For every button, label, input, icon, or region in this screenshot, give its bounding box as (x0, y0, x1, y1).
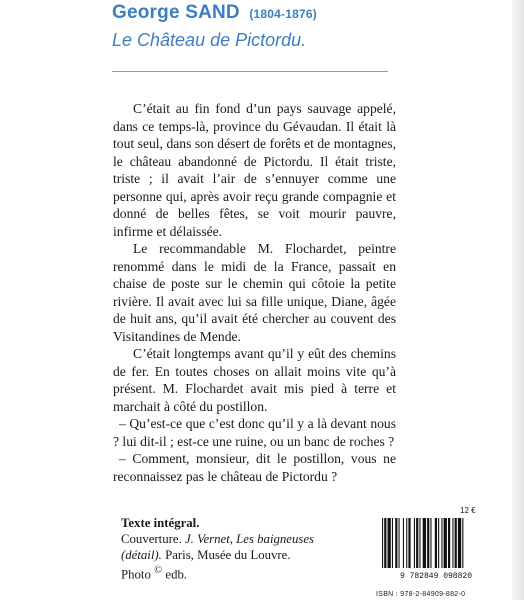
barcode-bar (416, 518, 418, 568)
barcode (372, 516, 500, 594)
barcode-bar (423, 518, 426, 568)
barcode-bar (435, 518, 437, 568)
barcode-bar (403, 518, 404, 568)
barcode-bar (455, 518, 457, 568)
photo-label: Photo (121, 567, 151, 582)
photo-credit: edb. (165, 567, 188, 582)
barcode-bar (444, 518, 447, 568)
title-rule (112, 71, 388, 72)
barcode-bar (419, 518, 420, 568)
paragraph: C’était au fin fond d’un pays sauvage appelé, dans ce temps-là, province du Gévaudan. Il était là tout seul, dans son désert de forêts et de montagnes, le château abandonné de Pictordu. Il était triste, triste ; il avait l’air de s’ennuyer comme une personne qui, après avoir reçu grande compagnie et donné de belles fêtes, se voit mourir pauvre, infirme et délaissée. (113, 101, 396, 239)
author-line (112, 2, 317, 24)
barcode-bar (382, 518, 383, 568)
full-text-label: Texte intégral. (121, 516, 200, 530)
barcode-bar (388, 518, 391, 568)
barcode-bar (408, 518, 410, 568)
barcode-digits: 9 782849 098820 (399, 572, 473, 580)
excerpt-text (113, 100, 396, 485)
photo-credit-line (121, 563, 314, 582)
barcode-bar (414, 518, 415, 568)
cover-place: Paris, Musée du Louvre. (165, 548, 291, 562)
author-dates: (1804-1876) (249, 7, 317, 21)
author-name: George SAND (112, 2, 240, 23)
cover-location-line (121, 547, 314, 563)
book-title: Le Château de Pictordu. (112, 30, 307, 50)
barcode-bar (458, 518, 461, 568)
barcode-bar (427, 518, 429, 568)
barcode-bar (462, 518, 463, 568)
barcode-bar (448, 518, 450, 568)
cover-prefix: Couverture. (121, 532, 182, 546)
cover-artist: J. Vernet, (184, 532, 233, 546)
cover-credit-line (121, 531, 314, 547)
cover-work: Les baigneuses (236, 532, 315, 546)
barcode-bar (399, 518, 400, 568)
copyright-symbol: © (154, 565, 163, 576)
header (112, 2, 317, 51)
barcode-bar (438, 518, 439, 568)
paragraph: Le recommandable M. Flochardet, peintre renommé dans le midi de la France, passait en chaise de poste sur le chemin qui côtoie la petite rivière. Il avait avec lui sa fille unique, Diane, âgée de huit ans, qu’il avait été chercher au couvent des Visitandines de Mende. (113, 241, 396, 344)
barcode-bar (452, 518, 453, 568)
paragraph: C’était longtemps avant qu’il y eût des chemins de fer. En toutes choses on allait moins vite qu’à présent. M. Flochardet avait mis pied à terre et marchait à côté du postillon. (113, 346, 396, 414)
credits (121, 515, 314, 582)
dialog-paragraph: – Comment, monsieur, dit le postillon, vous ne reconnaissez pas le château de Pictordu ? (113, 451, 396, 484)
barcode-bar (406, 518, 407, 568)
page-edge (512, 0, 524, 600)
barcode-bar (384, 518, 386, 568)
barcode-icon (378, 516, 494, 580)
cover-detail: (détail). (121, 548, 162, 562)
barcode-bar (395, 518, 397, 568)
isbn-label: ISBN : 978-2-84909-882-0 (376, 591, 466, 598)
barcode-bar (392, 518, 393, 568)
barcode-bar (430, 518, 431, 568)
price-label: 12 € (460, 506, 476, 515)
barcode-bar (441, 518, 442, 568)
dialog-paragraph: – Qu’est-ce que c’est donc qu’il y a là devant nous ? lui dit-il ; est-ce une ruine, ou un banc de roches ? (113, 416, 396, 449)
